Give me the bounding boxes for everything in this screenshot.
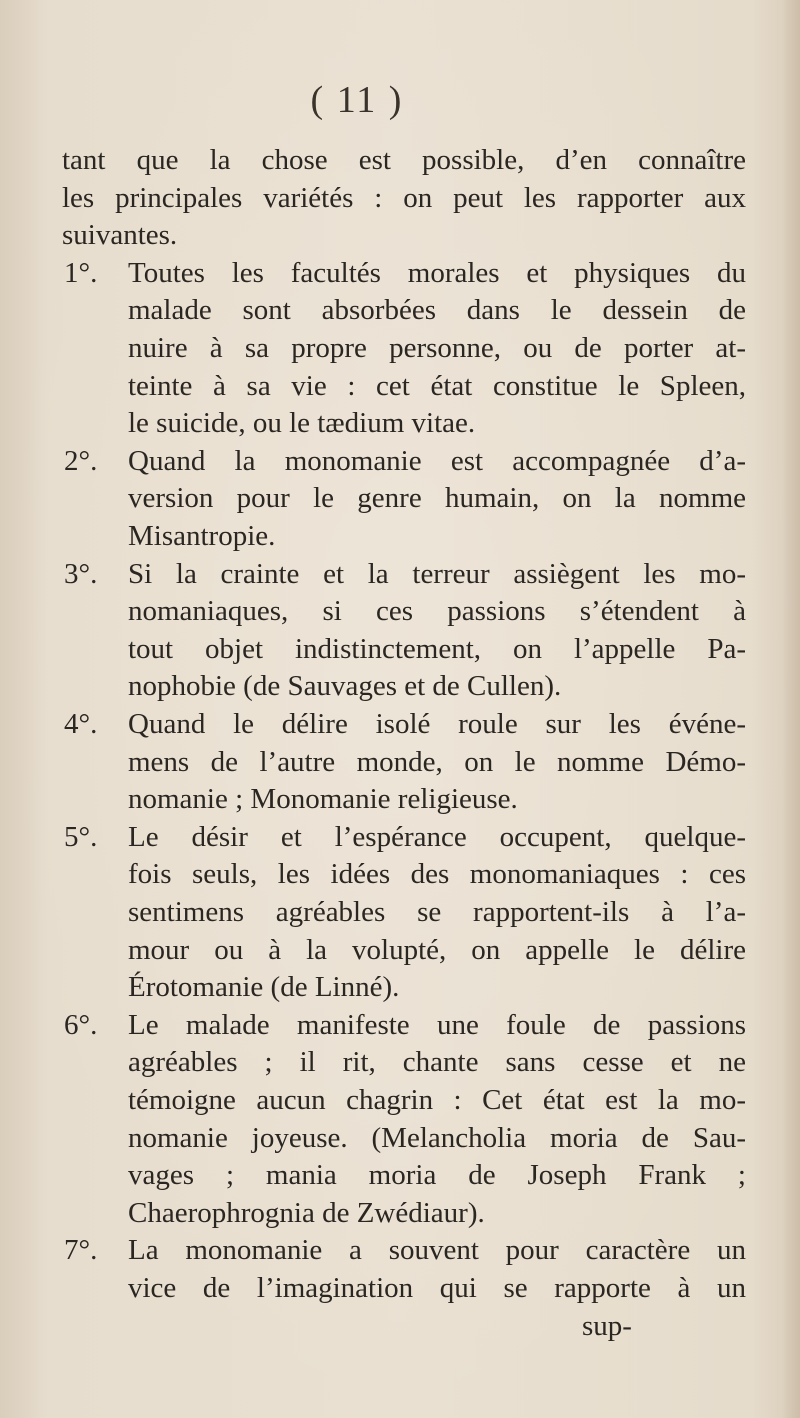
item-line: mour ou à la volupté, on appelle le délire	[128, 933, 746, 966]
item-number: 5°.	[64, 820, 98, 853]
item-line: Chaerophrognia de Zwédiaur).	[128, 1196, 485, 1229]
page-edge-shadow	[782, 0, 800, 1418]
item-number: 6°.	[64, 1008, 98, 1041]
item-line: Érotomanie (de Linné).	[128, 971, 400, 1004]
item-number: 4°.	[64, 708, 98, 740]
item-line: Misantropie.	[128, 520, 276, 552]
item-line: teinte à sa vie : cet état constitue le Spleen,	[128, 369, 746, 402]
item-line: fois seuls, les idées des monomaniaques : ces	[128, 858, 746, 891]
item-line: vages ; mania moria de Joseph Frank ;	[128, 1159, 746, 1192]
item-line: Le malade manifeste une foule de passions	[128, 1008, 746, 1041]
item-line: Quand la monomanie est accompagnée d’a-	[128, 444, 746, 477]
item-line: tout objet indistinctement, on l’appelle Pa-	[128, 632, 746, 665]
item-number: 1°.	[64, 256, 98, 289]
page-number: ( 11 )	[310, 79, 404, 121]
item-number: 3°.	[64, 557, 98, 590]
catchword: sup-	[582, 1309, 632, 1342]
item-line: nomanie ; Monomanie religieuse.	[128, 783, 518, 816]
item-line: malade sont absorbées dans le dessein de	[128, 294, 746, 327]
item-line: nomaniaques, si ces passions s’étendent à	[128, 595, 746, 628]
item-line: Si la crainte et la terreur assiègent les mo-	[128, 557, 746, 590]
item-line: mens de l’autre monde, on le nomme Démo-	[128, 745, 746, 778]
item-line: nuire à sa propre personne, ou de porter at-	[128, 332, 746, 364]
item-number: 2°.	[64, 444, 98, 477]
item-line: Toutes les facultés morales et physiques du	[128, 256, 746, 289]
item-line: sentimens agréables se rapportent-ils à l’a-	[128, 896, 746, 928]
item-line: témoigne aucun chagrin : Cet état est la mo-	[128, 1084, 746, 1116]
intro-line: suivantes.	[62, 219, 178, 252]
intro-line: les principales variétés : on peut les rapporter aux	[62, 181, 746, 214]
intro-line: tant que la chose est possible, d’en connaître	[62, 144, 746, 176]
item-line: nomanie joyeuse. (Melancholia moria de Sau-	[128, 1121, 746, 1154]
item-number: 7°.	[64, 1234, 98, 1267]
item-line: Quand le délire isolé roule sur les événe-	[128, 708, 746, 740]
item-line: Le désir et l’espérance occupent, quelque-	[128, 820, 746, 853]
item-line: version pour le genre humain, on la nomme	[128, 482, 746, 515]
item-line: le suicide, ou le tædium vitae.	[128, 407, 476, 440]
item-line: agréables ; il rit, chante sans cesse et ne	[128, 1046, 746, 1079]
item-line: La monomanie a souvent pour caractère un	[128, 1234, 746, 1267]
item-line: nophobie (de Sauvages et de Cullen).	[128, 670, 562, 703]
item-line: vice de l’imagination qui se rapporte à un	[128, 1272, 746, 1304]
